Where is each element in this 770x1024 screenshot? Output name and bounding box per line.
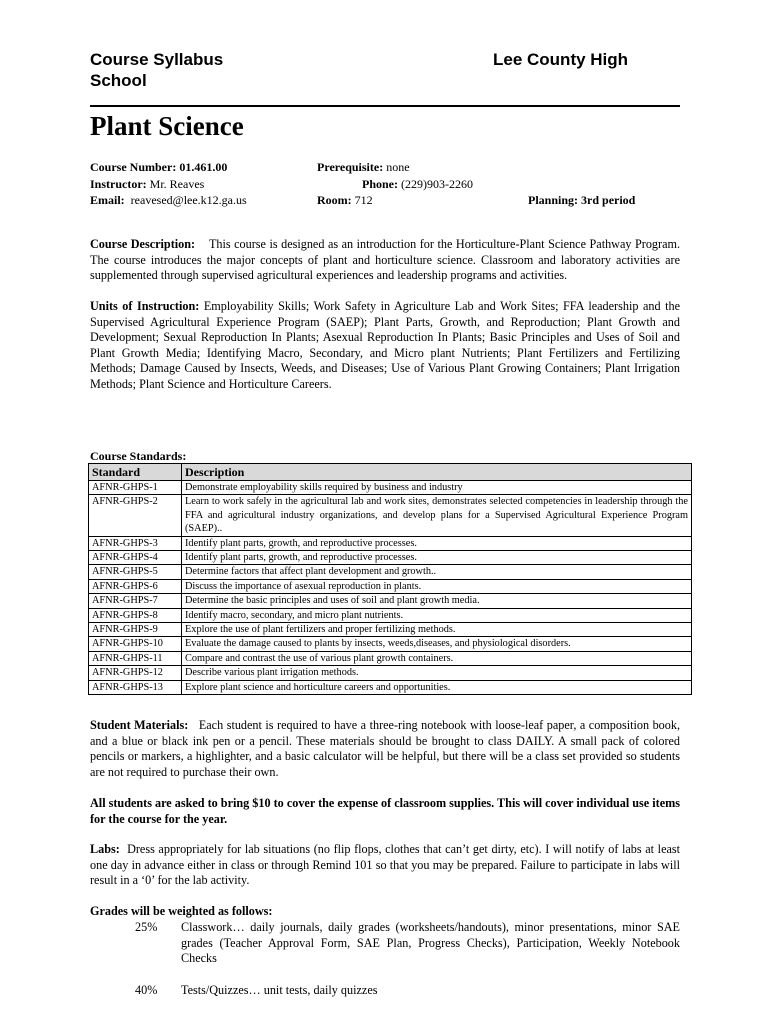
table-row [89,551,692,565]
room-value: 712 [354,193,373,207]
header-left-line1: Course Syllabus [90,50,224,69]
header-divider [90,105,680,107]
table-row [89,565,692,579]
course-number-value: 01.461.00 [179,160,228,174]
student-materials-text: Each student is required to have a three-ring notebook with loose-leaf paper, a composition book, and a blue or black ink pen or a pencil. These materials should be brought to class DAILY. A small pack of colored pencils or markers, a highlighter, and a basic calculator will be helpful, but there will be a class set provided so students are not required to purchase their own. [90,718,680,779]
header-school-name: Lee County High [493,50,629,69]
prerequisite-value: none [386,160,410,174]
header-course-syllabus [90,49,223,91]
grade-description: Classwork… daily journals, daily grades (worksheets/handouts), minor presentations, minor SAE grades (Teacher Approval Form, SAE Plan, Progress Checks), Participation, Weekly Notebook Checks [181,920,680,966]
standard-description: Compare and contrast the use of various plant growth containers. [182,651,692,665]
planning-period: Planning: 3rd period [528,193,636,207]
standards-header-row [89,464,692,481]
standard-code: AFNR-GHPS-4 [89,551,182,565]
table-row [89,623,692,637]
col-description-header: Description [182,464,692,481]
standard-code: AFNR-GHPS-3 [89,536,182,550]
table-row [89,666,692,680]
room: Room: 712 [317,193,373,207]
standard-code: AFNR-GHPS-12 [89,666,182,680]
standard-description: Demonstrate employability skills required by business and industry [182,481,692,495]
standard-code: AFNR-GHPS-6 [89,579,182,593]
labs-section [90,842,680,889]
email: Email: reavesed@lee.k12.ga.us [90,193,247,207]
standard-description: Learn to work safely in the agricultural lab and work sites, demonstrates selected competencies in leadership through the FFA and agricultural industry organizations, and develop plans for a Supervised Agricultural Experience Program (SAEP).. [182,495,692,536]
standard-description: Evaluate the damage caused to plants by insects, weeds,diseases, and physiological disorders. [182,637,692,651]
table-row [89,495,692,536]
standard-code: AFNR-GHPS-9 [89,623,182,637]
table-row [89,536,692,550]
labs-text: Dress appropriately for lab situations (no flip flops, clothes that can’t get dirty, etc). I will notify of labs at least one day in advance either in class or through Remind 101 so that you may be prepared. Failure to participate in labs will result in a ‘0’ for the lab activity. [90,842,681,888]
standard-description: Explore plant science and horticulture careers and opportunities. [182,680,692,694]
standard-code: AFNR-GHPS-1 [89,481,182,495]
standard-code: AFNR-GHPS-2 [89,495,182,536]
table-row [89,579,692,593]
course-standards-title: Course Standards: [90,449,187,463]
standard-description: Explore the use of plant fertilizers and proper fertilizing methods. [182,623,692,637]
standard-description: Discuss the importance of asexual reproduction in plants. [182,579,692,593]
standard-description: Identify plant parts, growth, and reproductive processes. [182,536,692,550]
phone-value: (229)903-2260 [401,177,473,191]
standard-code: AFNR-GHPS-10 [89,637,182,651]
grade-description: Tests/Quizzes… unit tests, daily quizzes [181,983,378,997]
standard-description: Determine factors that affect plant development and growth.. [182,565,692,579]
student-materials-label: Student Materials: [90,718,189,732]
course-number: Course Number: 01.461.00 [90,160,228,174]
grade-percent: 25% [135,920,158,934]
standard-code: AFNR-GHPS-7 [89,594,182,608]
units-of-instruction [90,299,680,393]
course-description [90,237,680,284]
standard-description: Identify plant parts, growth, and reproductive processes. [182,551,692,565]
table-row [89,608,692,622]
standard-description: Describe various plant irrigation methods. [182,666,692,680]
prerequisite: Prerequisite: none [317,160,410,174]
page-title: Plant Science [90,111,244,141]
student-materials [90,718,680,780]
grade-percent: 40% [135,983,158,997]
units-label: Units of Instruction: [90,299,200,313]
table-row [89,481,692,495]
table-row [89,594,692,608]
standard-description: Determine the basic principles and uses of soil and plant growth media. [182,594,692,608]
standard-code: AFNR-GHPS-13 [89,680,182,694]
standard-code: AFNR-GHPS-5 [89,565,182,579]
email-value: reavesed@lee.k12.ga.us [130,193,247,207]
table-row [89,651,692,665]
course-description-label: Course Description: [90,237,196,251]
standards-table [88,463,692,695]
units-text: Employability Skills; Work Safety in Agriculture Lab and Work Sites; FFA leadership and the Supervised Agricultural Experience Program (SAEP); Plant Parts, Growth, and Reproduction; Plant Growth and Development; Sexual Reproduction In Plants; Asexual Reproduction In Plants; Basic Principles and Uses of Soil and Plant Growth Media; Identifying Macro, Secondary, and Micro plant Nutrients; Plant Fertilizers and Fertilizing Methods; Damage Caused by Insects, Weeds, and Diseases; Use of Various Plant Growing Containers; Plant Irrigation Methods; Plant Science and Horticulture Careers. [90,299,681,391]
supplies-notice: All students are asked to bring $10 to cover the expense of classroom supplies. This will cover individual use items for the course for the year. [90,796,680,826]
standard-code: AFNR-GHPS-8 [89,608,182,622]
table-row [89,680,692,694]
labs-label: Labs: [90,842,120,856]
instructor-value: Mr. Reaves [149,177,205,191]
table-row [89,637,692,651]
grades-title: Grades will be weighted as follows: [90,904,273,918]
phone: Phone: (229)903-2260 [362,177,473,191]
course-description-text: This course is designed as an introduction for the Horticulture-Plant Science Pathway Program. The course introduces the major concepts of plant and horticulture science. Classroom and laboratory activities are supplemented through supervised agricultural experiences and leadership programs and activities. [90,237,681,283]
header-left-line2: School [90,71,147,90]
standard-code: AFNR-GHPS-11 [89,651,182,665]
instructor: Instructor: Mr. Reaves [90,177,205,191]
col-standard-header: Standard [89,464,182,481]
standard-description: Identify macro, secondary, and micro plant nutrients. [182,608,692,622]
